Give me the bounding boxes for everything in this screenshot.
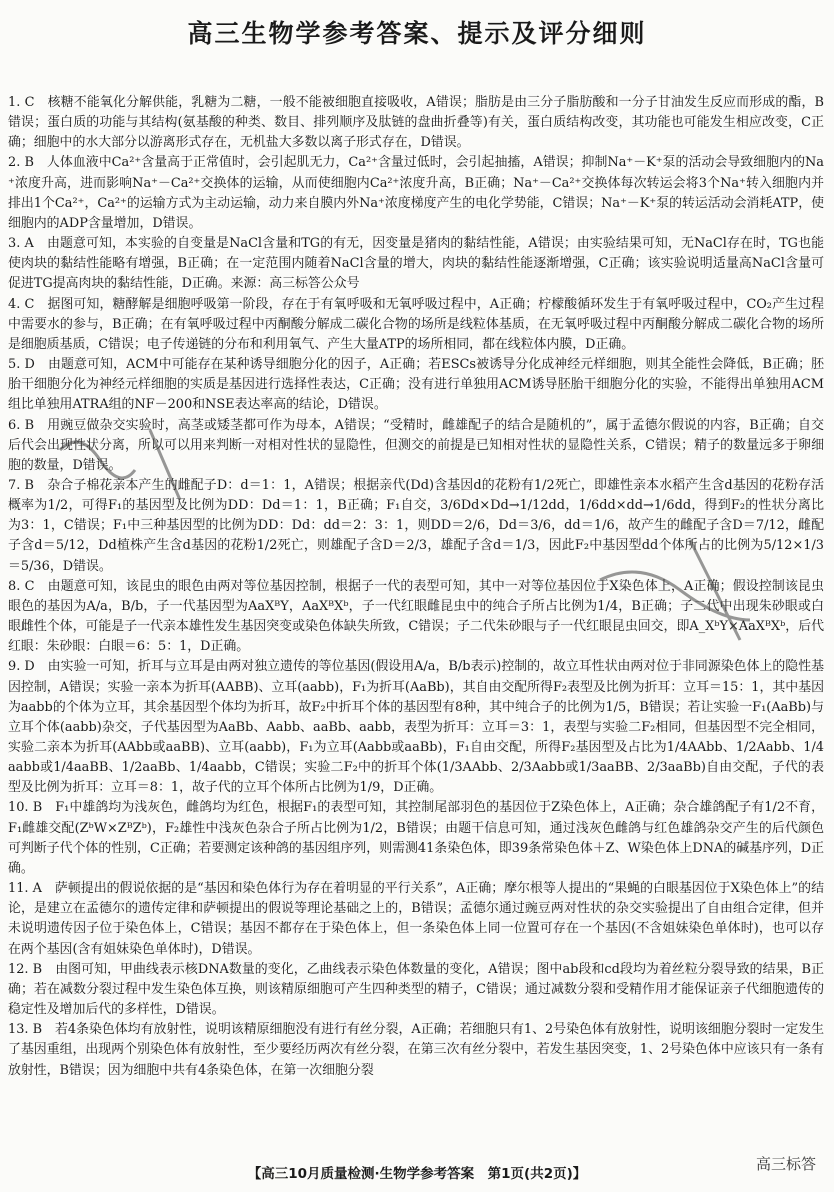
answer-item-3: 3. A 由题意可知，本实验的自变量是NaCl含量和TG的有无，因变量是猪肉的黏结性能，A错误；由实验结果可知，无NaCl存在时，TG也能使肉块的黏结性能略有增强，B正确；在一定范围内随着NaCl含量的增大，肉块的黏结性能逐渐增强，C正确；该实验说明适量高NaCl含量可促进TG提高肉块的黏结性能，D正确。来源：高三标答公众号 xyxy=(8,236,824,292)
answer-item-8: 8. C 由题意可知，该昆虫的眼色由两对等位基因控制，根据子一代的表型可知，其中一对等位基因位于X染色体上，A正确；假设控制该昆虫眼色的基因为A/a，B/b，子一代基因型为AaXᴮY，AaXᴮXᵇ，子一代红眼雌昆虫中的纯合子所占比例为1/4，B正确；子二代中出现朱砂眼或白眼雌性个体，可能是子一代亲本雄性发生基因突变或染色体缺失所致，C错误；子二代朱砂眼与子一代红眼昆虫回交，即A_XᵇY×AaXᴮXᵇ，后代红眼：朱砂眼：白眼＝6：5：1，D正确。 xyxy=(8,578,824,655)
page-title: 高三生物学参考答案、提示及评分细则 xyxy=(187,19,647,48)
answer-item-11: 11. A 萨顿提出的假说依据的是“基因和染色体行为存在着明显的平行关系”，A正确；摩尔根等人提出的“果蝇的白眼基因位于X染色体上”的结论，是建立在孟德尔的遗传定律和萨顿提出的假说等理论基础之上的，B错误；孟德尔通过豌豆两对性状的杂交实验提出了自由组合定律，但并未说明遗传因子位于染色体上，C错误；基因不都存在于染色体上，但一条染色体上同一位置可存在一个基因(不含姐妹染色单体时)，也可以存在两个基因(含有姐妹染色单体时)，D错误。 xyxy=(8,881,824,957)
page-footer: 【高三10月质量检测·生物学参考答案 第1页(共2页)】 xyxy=(247,1166,587,1182)
watermark-text: 高三标答 xyxy=(755,1155,816,1173)
answer-item-12: 12. B 由图可知，甲曲线表示核DNA数量的变化，乙曲线表示染色体数量的变化，A错误；图中ab段和cd段均为着丝粒分裂导致的结果，B正确；若在减数分裂过程中发生染色体互换，则该精原细胞可产生四种类型的精子，C错误；通过减数分裂和受精作用才能保证亲子代细胞遗传的稳定性及增加后代的多样性，D错误。 xyxy=(8,961,824,1018)
answer-item-1: 1. C 核糖不能氧化分解供能，乳糖为二糖，一般不能被细胞直接吸收，A错误；脂肪是由三分子脂肪酸和一分子甘油发生反应而形成的酯，B错误；蛋白质的功能与其结构(氨基酸的种类、数目、排列顺序及肽链的盘曲折叠等)有关，蛋白质结构改变，其功能也可能发生相应改变，C正确；细胞中的水大部分以游离形式存在，无机盐大多数以离子形式存在，D错误。 xyxy=(8,95,824,151)
answer-item-6: 6. B 用豌豆做杂交实验时，高茎或矮茎都可作为母本，A错误；“受精时，雌雄配子的结合是随机的”，属于孟德尔假说的内容，B正确；自交后代会出现性状分离，所以可以用来判断一对相对性状的显隐性，但测交的前提是已知相对性状的显隐性关系，C错误；精子的数量远多于卵细胞的数量，D错误。 xyxy=(8,417,824,473)
answer-item-10: 10. B F₁中雄鸽均为浅灰色，雌鸽均为红色，根据F₁的表型可知，其控制尾部羽色的基因位于Z染色体上，A正确；杂合雄鸽配子有1/2不育，F₁雌雄交配(ZᵇW×ZᴮZᵇ)，F₂雄性中浅灰色杂合子所占比例为1/2，B错误；由题干信息可知，通过浅灰色雌鸽与红色雄鸽杂交产生的后代颜色可判断子代个体的性别，C正确；若要测定该种鸽的基因组序列，则需测41条染色体，即39条常染色体＋Z、W染色体上DNA的碱基序列，D正确。 xyxy=(8,800,824,876)
answer-list xyxy=(8,93,824,1081)
answer-item-13: 13. B 若4条染色体均有放射性，说明该精原细胞没有进行有丝分裂，A正确；若细胞只有1、2号染色体有放射性，说明该细胞分裂时一定发生了基因重组，出现两个别染色体有放射性，至少要经历两次有丝分裂，在第三次有丝分裂中，若发生基因突变，1、2号染色体中应该只有一条有放射性，B错误；因为细胞中共有4条染色体，在第一次细胞分裂 xyxy=(8,1022,824,1078)
answer-item-9: 9. D 由实验一可知，折耳与立耳是由两对独立遗传的等位基因(假设用A/a，B/b表示)控制的，故立耳性状由两对位于非同源染色体上的隐性基因控制，A错误；实验一亲本为折耳(AABB)、立耳(aabb)，F₁为折耳(AaBb)，其自由交配所得F₂表型及比例为折耳：立耳＝15：1，其中基因为aabb的个体为立耳，其余基因型个体均为折耳，故F₂中折耳个体的基因型有8种，其中纯合子的比例为1/5，B错误；若让实验一F₁(AaBb)与立耳个体(aabb)杂交，子代基因型为AaBb、Aabb、aaBb、aabb，表型为折耳：立耳＝3：1，表型与实验二F₂相同，但基因型不完全相同，实验二亲本为折耳(AAbb或aaBB)、立耳(aabb)，F₁为立耳(Aabb或aaBb)，F₁自由交配，所得F₂基因型及占比为1/4AAbb、1/2Aabb、1/4aabb或1/4aaBB、1/2aaBb、1/4aabb，C错误；实验二F₂中的折耳个体(1/3AAbb、2/3Aabb或1/3aaBB、2/3aaBb)自由交配，子代的表型及比例为折耳：立耳＝8：1，故子代的立耳个体所占比例为1/9，D正确。 xyxy=(8,659,824,796)
answer-item-5: 5. D 由题意可知，ACM中可能存在某种诱导细胞分化的因子，A正确；若ESCs被诱导分化成神经元样细胞，则其全能性会降低，B正确；胚胎干细胞分化为神经元样细胞的实质是基因进行选择性表达，C正确；没有进行单独用ACM诱导胚胎干细胞分化的实验，不能得出单独用ACM组比单独用ATRA组的NF－200和NSE表达率高的结论，D错误。 xyxy=(8,357,824,413)
answer-item-2: 2. B 人体血液中Ca²⁺含量高于正常值时，会引起肌无力，Ca²⁺含量过低时，会引起抽搐，A错误；抑制Na⁺－K⁺泵的活动会导致细胞内的Na⁺浓度升高，进而影响Na⁺－Ca²⁺交换体的运输，从而使细胞内Ca²⁺浓度升高，B正确；Na⁺－Ca²⁺交换体每次转运会将3个Na⁺转入细胞内并排出1个Ca²⁺，Ca²⁺的运输方式为主动运输，动力来自膜内外Na⁺浓度梯度产生的电化学势能，C错误；Na⁺－K⁺泵的转运活动会消耗ATP，使细胞内的ADP含量增加，D错误。 xyxy=(8,155,824,231)
answer-item-4: 4. C 据图可知，糖酵解是细胞呼吸第一阶段，存在于有氧呼吸和无氧呼吸过程中，A正确；柠檬酸循环发生于有氧呼吸过程中，CO₂产生过程中需要水的参与，B正确；在有氧呼吸过程中丙酮酸分解成二碳化合物的场所是线粒体基质，在无氧呼吸过程中丙酮酸分解成二碳化合物的场所是细胞质基质，C错误；电子传递链的分布和利用氧气、产生大量ATP的场所相同，都在线粒体内膜，D正确。 xyxy=(8,296,824,352)
answer-item-7: 7. B 杂合子棉花亲本产生的雌配子D：d＝1：1，A错误；根据亲代(Dd)含基因d的花粉有1/2死亡，即雄性亲本水稻产生含d基因的花粉存活概率为1/2，可得F₁的基因型及比例为DD：Dd＝1：1，B正确；F₁自交，3/6Dd×Dd→1/12dd，1/6dd×dd→1/6dd，得到F₂的性状分离比为3：1，C错误；F₁中三种基因型的比例为DD：Dd：dd＝2：3：1，则DD＝2/6，Dd＝3/6，dd＝1/6，故产生的雌配子含D＝7/12，雌配子含d＝5/12，Dd植株产生含d基因的花粉1/2死亡，则雄配子含D＝2/3，雄配子含d＝1/3，因此F₂中基因型dd个体所占的比例为5/12×1/3＝5/36，D错误。 xyxy=(8,477,824,574)
